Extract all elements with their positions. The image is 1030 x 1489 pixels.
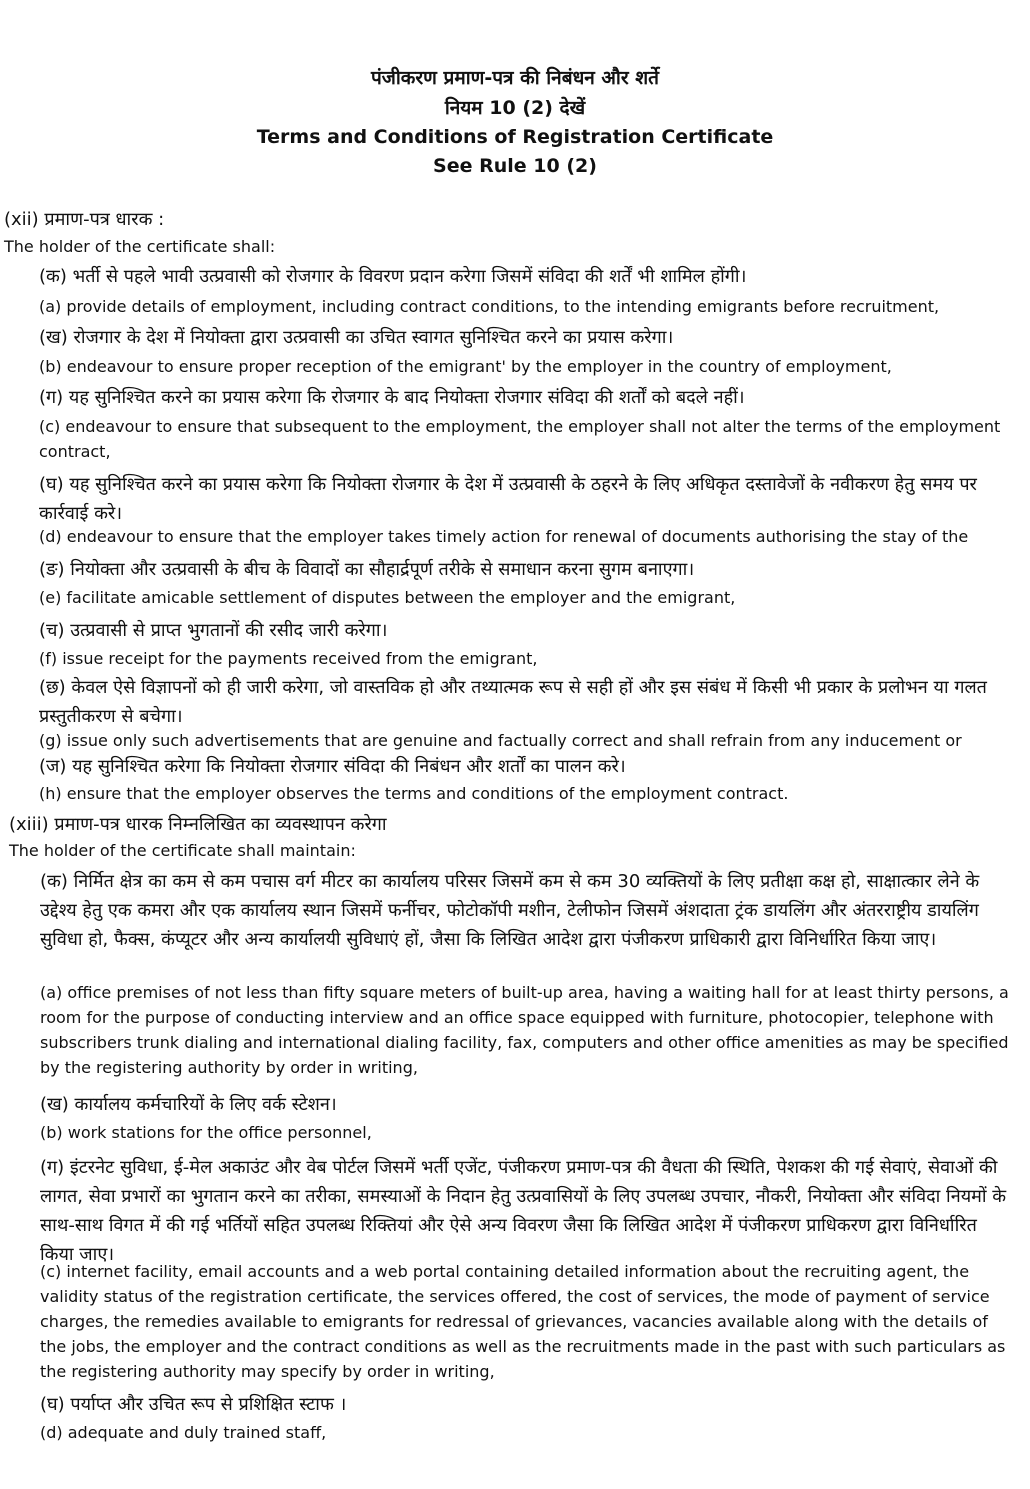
section-xiii-heading-english: The holder of the certificate shall maintain:	[9, 841, 356, 860]
clause-xii-e-english: (e) facilitate amicable settlement of disputes between the employer and the emigrant,	[39, 588, 736, 607]
clause-xiii-a-english: (a) office premises of not less than fifty square meters of built-up area, having a waiting hall for at least thirty persons, a room for the purpose of conducting interview and an office space equipped with furniture, photocopier, telephone with subscribers trunk dialing and international dialing facility, fax, computers and other office amenities as may be specified by the registering authority by order in writing,	[40, 983, 1009, 1077]
rule-reference-english: See Rule 10 (2)	[433, 155, 597, 177]
clause-xii-g-hindi: (छ) केवल ऐसे विज्ञापनों को ही जारी करेगा, जो वास्तविक हो और तथ्यात्मक रूप से सही हों और इस संबंध में किसी भी प्रकार के प्रलोभन या गलत प्रस्तुतीकरण से बचेगा।	[39, 677, 987, 727]
clause-xii-c-english: (c) endeavour to ensure that subsequent to the employment, the employer shall not alter the terms of the employment contract,	[39, 417, 1001, 461]
section-xii-heading-hindi: (xii) प्रमाण-पत्र धारक :	[4, 209, 165, 230]
clause-xii-a-english: (a) provide details of employment, including contract conditions, to the intending emigrants before recruitment,	[39, 297, 940, 316]
clause-xii-h-english: (h) ensure that the employer observes the terms and conditions of the employment contract.	[39, 784, 789, 803]
section-xii-heading-english: The holder of the certificate shall:	[4, 237, 276, 256]
clause-xii-b-hindi: (ख) रोजगार के देश में नियोक्ता द्वारा उत्प्रवासी का उचित स्वागत सुनिश्चित करने का प्रयास करेगा।	[39, 327, 674, 348]
section-xiii-heading-hindi: (xiii) प्रमाण-पत्र धारक निम्नलिखित का व्यवस्थापन करेगा	[9, 814, 387, 835]
clause-xii-a-hindi: (क) भर्ती से पहले भावी उत्प्रवासी को रोजगार के विवरण प्रदान करेगा जिसमें संविदा की शर्तें भी शामिल होंगी।	[39, 266, 747, 287]
clause-xii-e-hindi: (ङ) नियोक्ता और उत्प्रवासी के बीच के विवादों का सौहार्द्रपूर्ण तरीके से समाधान करना सुगम बनाएगा।	[39, 559, 695, 580]
clause-xii-b-english: (b) endeavour to ensure proper reception of the emigrant' by the employer in the country of employment,	[39, 357, 892, 376]
clause-xiii-b-hindi: (ख) कार्यालय कर्मचारियों के लिए वर्क स्टेशन।	[40, 1094, 337, 1115]
title-hindi: पंजीकरण प्रमाण-पत्र की निबंधन और शर्ते	[371, 67, 659, 89]
clause-xii-d-english: (d) endeavour to ensure that the employer takes timely action for renewal of documents authorising the stay of the	[39, 527, 969, 546]
clause-xii-h-hindi: (ज) यह सुनिश्चित करेगा कि नियोक्ता रोजगार संविदा की निबंधन और शर्तों का पालन करे।	[39, 756, 626, 777]
clause-xii-d-hindi: (घ) यह सुनिश्चित करने का प्रयास करेगा कि नियोक्ता रोजगार के देश में उत्प्रवासी के ठहरने के लिए अधिकृत दस्तावेजों के नवीकरण हेतु समय पर कार्रवाई करे।	[39, 474, 977, 524]
clause-xii-g-english: (g) issue only such advertisements that are genuine and factually correct and shall refrain from any inducement or	[39, 731, 962, 750]
rule-reference-hindi: नियम 10 (2) देखें	[444, 97, 586, 119]
clause-xii-f-english: (f) issue receipt for the payments received from the emigrant,	[39, 649, 538, 668]
clause-xiii-c-english: (c) internet facility, email accounts and a web portal containing detailed information about the recruiting agent, the validity status of the registration certificate, the services offered, the cost of services, the mode of payment of service charges, the remedies available to emigrants for redressal of grievances, vacancies available along with the details of the jobs, the employer and the contract conditions as well as the recruitments made in the past with such particulars as the registering authority may specify by order in writing,	[40, 1262, 1006, 1381]
clause-xiii-d-hindi: (घ) पर्याप्त और उचित रूप से प्रशिक्षित स्टाफ ।	[40, 1394, 347, 1415]
clause-xiii-b-english: (b) work stations for the office personnel,	[40, 1123, 372, 1142]
clause-xii-f-hindi: (च) उत्प्रवासी से प्राप्त भुगतानों की रसीद जारी करेगा।	[39, 620, 388, 641]
clause-xiii-c-hindi: (ग) इंटरनेट सुविधा, ई-मेल अकाउंट और वेब पोर्टल जिसमें भर्ती एजेंट, पंजीकरण प्रमाण-पत्र की वैधता की स्थिति, पेशकश की गई सेवाएं, सेवाओं की लागत, सेवा प्रभारों का भुगतान करने का तरीका, समस्याओं के निदान हेतु उत्प्रवासियों के लिए उपलब्ध उपचार, नौकरी, नियोक्ता और संविदा नियमों के साथ-साथ विगत में की गई भर्तियों सहित उपलब्ध रिक्तियां और ऐसे अन्य विवरण जैसा कि लिखित आदेश में पंजीकरण प्राधिकरण द्वारा विनिर्धारित किया जाए।	[40, 1157, 1007, 1265]
clause-xiii-a-hindi: (क) निर्मित क्षेत्र का कम से कम पचास वर्ग मीटर का कार्यालय परिसर जिसमें कम से कम 30 व्यक्तियों के लिए प्रतीक्षा कक्ष हो, साक्षात्कार लेने के उद्देश्य हेतु एक कमरा और एक कार्यालय स्थान जिसमें फर्नीचर, फोटोकॉपी मशीन, टेलीफोन जिसमें अंशदाता ट्रंक डायलिंग और अंतरराष्ट्रीय डायलिंग सुविधा हो, फैक्स, कंप्यूटर और अन्य कार्यालयी सुविधाएं हों, जैसा कि लिखित आदेश द्वारा पंजीकरण प्राधिकारी द्वारा विनिर्धारित किया जाए।	[40, 871, 980, 950]
title-english: Terms and Conditions of Registration Certificate	[256, 126, 774, 148]
clause-xii-c-hindi: (ग) यह सुनिश्चित करने का प्रयास करेगा कि रोजगार के बाद नियोक्ता रोजगार संविदा की शर्तों को बदले नहीं।	[39, 387, 745, 408]
clause-xiii-d-english: (d) adequate and duly trained staff,	[40, 1423, 327, 1442]
